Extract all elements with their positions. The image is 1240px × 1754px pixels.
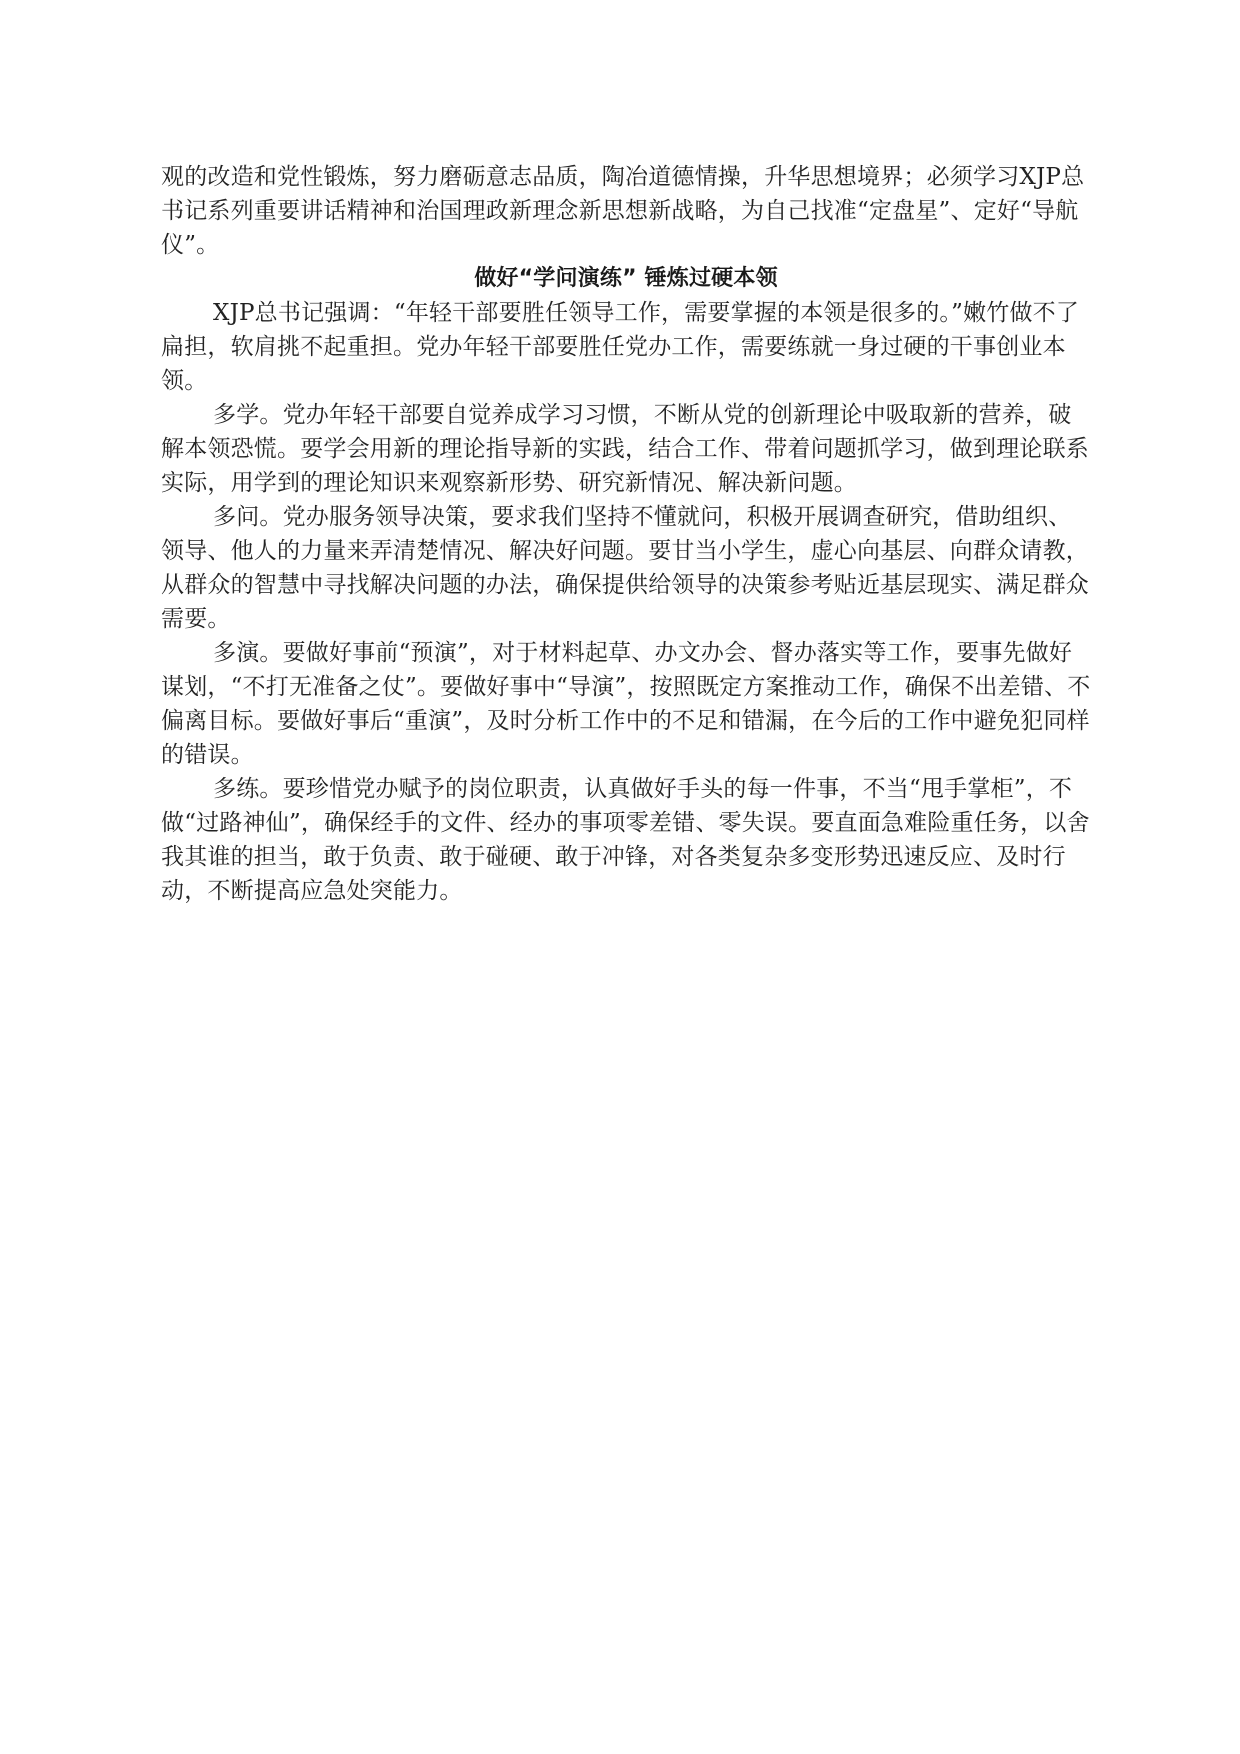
paragraph-duowen: 多问。党办服务领导决策，要求我们坚持不懂就问，积极开展调查研究，借助组织、领导、他人的力量来弄清楚情况、解决好问题。要甘当小学生，虚心向基层、向群众请教，从群众的智慧中寻找解决问题的办法，确保提供给领导的决策参考贴近基层现实、满足群众需要。 bbox=[161, 504, 1089, 632]
paragraph-duoxue: 多学。党办年轻干部要自觉养成学习习惯，不断从党的创新理论中吸取新的营养，破解本领恐慌。要学会用新的理论指导新的实践，结合工作、带着问题抓学习，做到理论联系实际，用学到的理论知识来观察新形势、研究新情况、解决新问题。 bbox=[161, 402, 1089, 496]
paragraph-duolian: 多练。要珍惜党办赋予的岗位职责，认真做好手头的每一件事，不当“甩手掌柜”，不做“过路神仙”，确保经手的文件、经办的事项零差错、零失误。要直面急难险重任务，以舍我其谁的担当，敢于负责、敢于碰硬、敢于冲锋，对各类复杂多变形势迅速反应、及时行动，不断提高应急处突能力。 bbox=[161, 776, 1090, 904]
opening-paragraph: 观的改造和党性锻炼，努力磨砺意志品质，陶冶道德情操，升华思想境界；必须学习XJP总书记系列重要讲话精神和治国理政新理念新思想新战略，为自己找准“定盘星”、定好“导航仪”。 bbox=[161, 164, 1085, 258]
paragraph-intro: XJP总书记强调：“年轻干部要胜任领导工作，需要掌握的本领是很多的。”嫩竹做不了扁担，软肩挑不起重担。党办年轻干部要胜任党办工作，需要练就一身过硬的干事创业本领。 bbox=[161, 300, 1080, 394]
section-heading: 做好“学问演练” 锤炼过硬本领 bbox=[474, 266, 778, 291]
paragraph-duoyan: 多演。要做好事前“预演”，对于材料起草、办文办会、督办落实等工作，要事先做好谋划，“不打无准备之仗”。要做好事中“导演”，按照既定方案推动工作，确保不出差错、不偏离目标。要做好事后“重演”，及时分析工作中的不足和错漏，在今后的工作中避免犯同样的错误。 bbox=[161, 640, 1091, 768]
document-body bbox=[161, 160, 1091, 908]
